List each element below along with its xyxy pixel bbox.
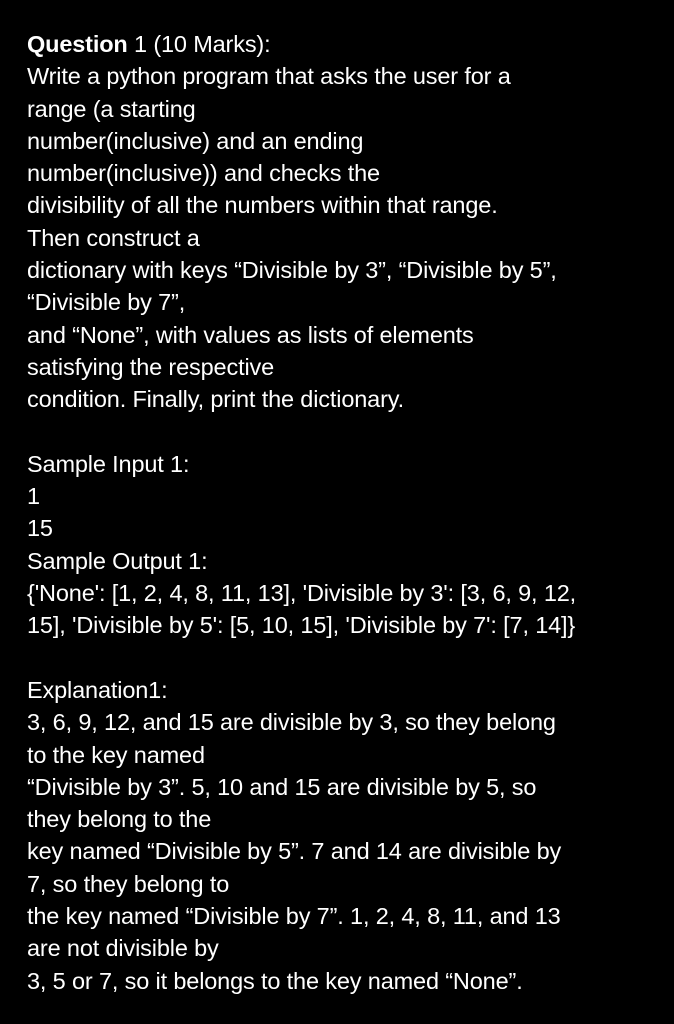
explanation-line: “Divisible by 3”. 5, 10 and 15 are divisible by 5, so	[27, 773, 537, 800]
question-body-line: range (a starting	[27, 95, 196, 122]
question-title-rest: 1 (10 Marks):	[127, 31, 271, 57]
sample-output-line: 15], 'Divisible by 5': [5, 10, 15], 'Divisible by 7': [7, 14]}	[27, 612, 576, 639]
explanation-line: 7, so they belong to	[27, 870, 230, 897]
question-body-line: number(inclusive) and an ending	[27, 127, 364, 154]
question-body-line: number(inclusive)) and checks the	[27, 160, 380, 187]
sample-input-line: 15	[27, 515, 53, 542]
question-body-line: Write a python program that asks the user for a	[27, 63, 511, 90]
sample-input-heading: Sample Input 1:	[27, 450, 190, 477]
question-body-line: and “None”, with values as lists of elements	[27, 321, 474, 348]
explanation-line: key named “Divisible by 5”. 7 and 14 are divisible by	[27, 838, 562, 865]
sample-input-line: 1	[27, 483, 40, 510]
spacer	[27, 416, 667, 448]
question-label: Question	[27, 31, 128, 57]
explanation-heading: Explanation1:	[27, 676, 168, 703]
explanation-line: the key named “Divisible by 7”. 1, 2, 4, 8, 11, and 13	[27, 903, 561, 930]
explanation-line: they belong to the	[27, 806, 212, 833]
question-body-line: divisibility of all the numbers within that range.	[27, 192, 498, 219]
question-body-line: Then construct a	[27, 224, 200, 251]
question-body-line: dictionary with keys “Divisible by 3”, “Divisible by 5”,	[27, 257, 557, 284]
explanation-line: to the key named	[27, 741, 205, 768]
explanation-line: 3, 5 or 7, so it belongs to the key named “None”.	[27, 967, 523, 994]
question-body-line: “Divisible by 7”,	[27, 289, 186, 316]
explanation-line: are not divisible by	[27, 935, 219, 962]
question-body-line: satisfying the respective	[27, 353, 275, 380]
question-body-line: condition. Finally, print the dictionary.	[27, 386, 404, 413]
sample-output-heading: Sample Output 1:	[27, 547, 208, 574]
explanation-line: 3, 6, 9, 12, and 15 are divisible by 3, so they belong	[27, 709, 556, 736]
document-body	[27, 28, 667, 997]
question-title	[27, 28, 667, 60]
sample-output-line: {'None': [1, 2, 4, 8, 11, 13], 'Divisible by 3': [3, 6, 9, 12,	[27, 580, 577, 607]
spacer	[27, 642, 667, 674]
